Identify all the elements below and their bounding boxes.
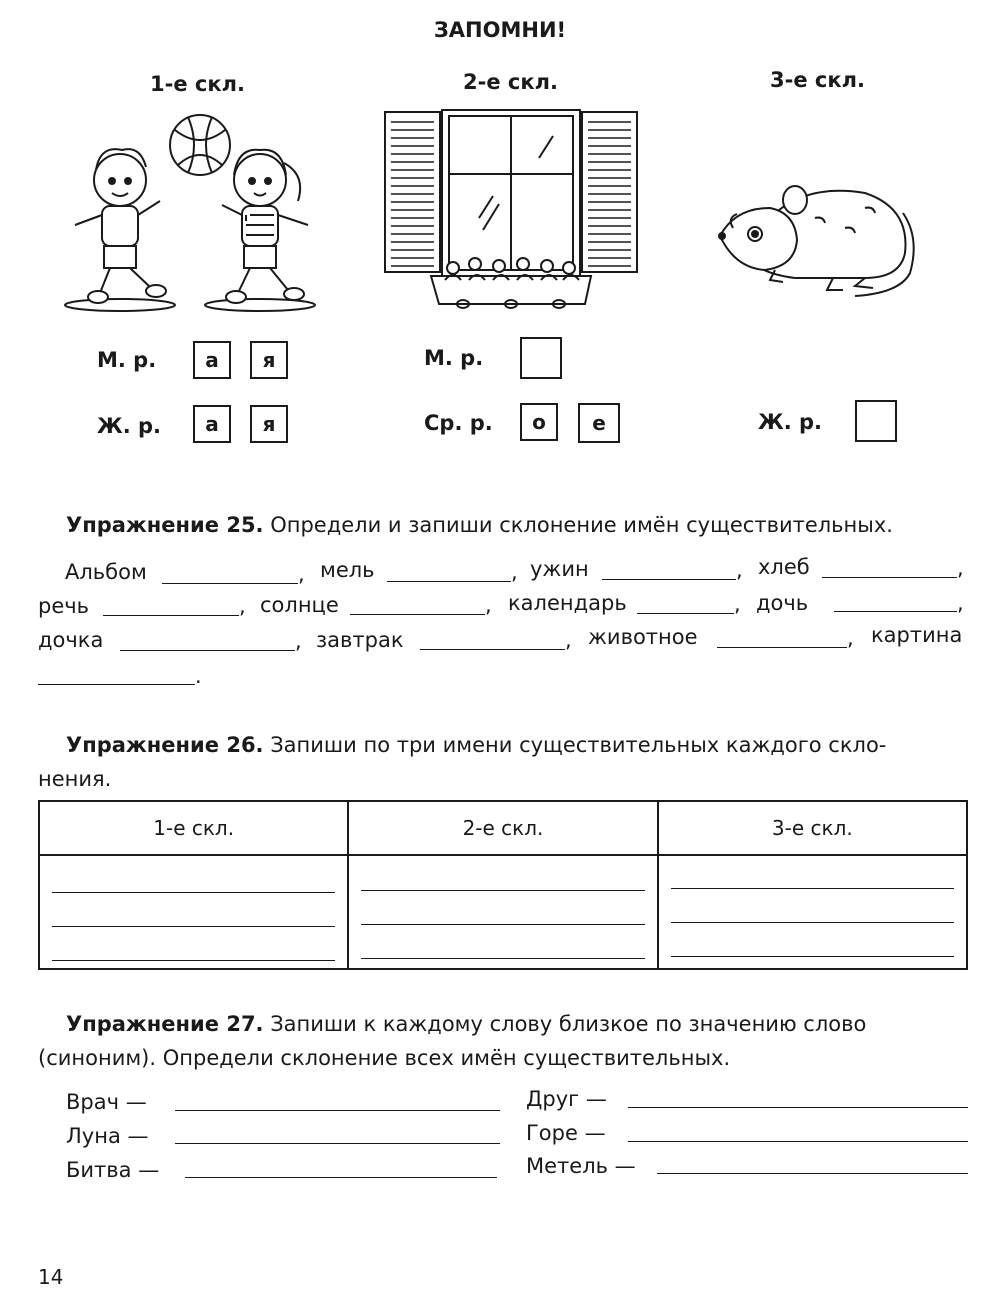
children-with-ball-icon [60, 105, 320, 320]
synonym-word: Горе — [526, 1121, 606, 1145]
answer-blank[interactable] [602, 579, 736, 580]
decl-1-gender-fem: Ж. р. [97, 414, 162, 438]
word: дочка [38, 628, 104, 652]
window-with-flowers-icon [383, 108, 641, 315]
exercise-26-label: Упражнение 26. [66, 733, 264, 757]
exercise-26-text-1: Запиши по три имени существительных каждого скло- [270, 733, 887, 757]
word: речь [38, 594, 90, 618]
table-header-3: 3-е скл. [658, 801, 967, 855]
word: хлеб [758, 555, 810, 579]
word: животное [588, 625, 698, 649]
answer-blank[interactable] [38, 684, 195, 685]
synonym-word: Луна — [66, 1124, 149, 1148]
ending-box-empty[interactable] [520, 337, 562, 379]
decl-1-heading: 1-е скл. [150, 72, 245, 96]
answer-blank[interactable] [162, 583, 298, 584]
word: мель [320, 558, 375, 582]
answer-blank[interactable] [834, 611, 957, 612]
answer-blank[interactable] [717, 647, 847, 648]
ending-box: е [578, 403, 620, 443]
page-title: ЗАПОМНИ! [433, 18, 567, 42]
exercise-25-text: Определи и запиши склонение имён существительных. [270, 513, 893, 537]
answer-blank[interactable] [822, 577, 957, 578]
synonym-word: Друг — [526, 1087, 607, 1111]
decl-2-heading: 2-е скл. [463, 70, 558, 94]
ending-box: о [520, 403, 558, 441]
table-cell[interactable] [348, 855, 657, 969]
answer-blank[interactable] [350, 614, 485, 615]
synonym-blank[interactable] [657, 1173, 968, 1174]
exercise-25-label: Упражнение 25. [66, 513, 264, 537]
synonym-blank[interactable] [628, 1107, 968, 1108]
decl-3-heading: 3-е скл. [770, 68, 865, 92]
synonym-word: Врач — [66, 1090, 147, 1114]
declension-table [38, 800, 968, 970]
ending-box: я [250, 341, 288, 379]
table-header-1: 1-е скл. [39, 801, 348, 855]
answer-blank[interactable] [387, 581, 511, 582]
table-header-2: 2-е скл. [348, 801, 657, 855]
word: дочь [756, 591, 809, 615]
synonym-blank[interactable] [175, 1110, 500, 1111]
exercise-27-text-1: Запиши к каждому слову близкое по значению слово [270, 1012, 867, 1036]
table-cell[interactable] [658, 855, 967, 969]
word: солнце [260, 593, 339, 617]
exercise-26-text-2: нения. [38, 767, 112, 791]
word: ужин [530, 557, 589, 581]
ending-box-empty[interactable] [855, 400, 897, 442]
decl-2-gender-masc: М. р. [424, 346, 484, 370]
answer-blank[interactable] [103, 615, 239, 616]
exercise-27-text-2: (синоним). Определи склонение всех имён существительных. [38, 1046, 731, 1070]
exercise-27-label: Упражнение 27. [66, 1012, 264, 1036]
ending-box: я [250, 405, 288, 443]
ending-box: а [193, 341, 231, 379]
synonym-word: Битва — [66, 1158, 160, 1182]
mouse-icon [715, 178, 925, 308]
table-cell[interactable] [39, 855, 348, 969]
exercise-25-instruction [66, 508, 893, 542]
word: картина [871, 623, 963, 647]
synonym-word: Метель — [526, 1154, 636, 1178]
page-number: 14 [38, 1265, 64, 1289]
word: календарь [508, 591, 627, 615]
synonym-blank[interactable] [628, 1141, 968, 1142]
exercise-26-instruction [66, 728, 886, 762]
answer-blank[interactable] [420, 649, 565, 650]
word: Альбом [65, 560, 147, 584]
synonym-blank[interactable] [175, 1143, 500, 1144]
decl-1-gender-masc: М. р. [97, 348, 157, 372]
exercise-27-instruction [66, 1007, 866, 1041]
decl-2-gender-neut: Ср. р. [424, 411, 493, 435]
answer-blank[interactable] [637, 613, 734, 614]
synonym-blank[interactable] [185, 1177, 497, 1178]
answer-blank[interactable] [120, 650, 295, 651]
decl-3-gender-fem: Ж. р. [758, 410, 823, 434]
ending-box: а [193, 405, 231, 443]
word: завтрак [316, 628, 404, 652]
